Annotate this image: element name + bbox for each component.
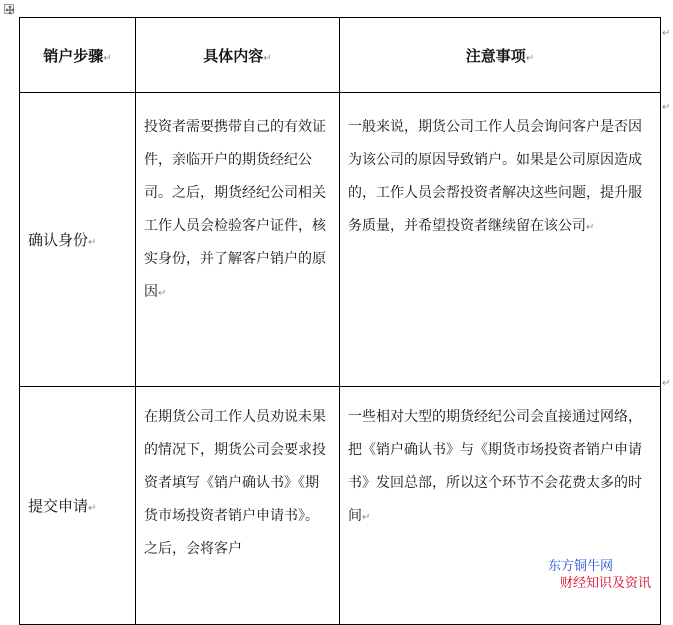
watermark-site-name: 东方铜牛网 <box>548 559 614 574</box>
account-closing-table <box>19 17 661 625</box>
step-cell <box>20 387 136 625</box>
row-end-mark: ↵ <box>662 28 671 39</box>
paragraph-mark: ↵ <box>88 503 97 514</box>
row-end-mark: ↵ <box>662 378 671 389</box>
move-arrows-icon <box>5 5 15 15</box>
note-text: 一些相对大型的期货经纪公司会直接通过网络，把《销户确认书》与《期货市场投资者销户申请书》发回总部，所以这个环节不会花费太多的时间 <box>348 409 642 524</box>
header-step-text: 销户步骤 <box>43 46 104 65</box>
header-note-text: 注意事项 <box>465 46 526 65</box>
content-text: 在期货公司工作人员劝说未果的情况下，期货公司会要求投资者填写《销户确认书》《期货市场投资者销户申请书》。之后，会将客户 <box>144 409 326 557</box>
table-header-row <box>20 18 661 93</box>
step-text: 提交申请 <box>28 497 89 515</box>
step-text: 确认身份 <box>28 231 89 249</box>
content-cell <box>136 387 340 625</box>
paragraph-mark: ↵ <box>158 288 167 299</box>
paragraph-mark: ↵ <box>586 222 595 233</box>
content-text: 投资者需要携带自己的有效证件，亲临开户的期货经纪公司。之后，期货经纪公司相关工作人员会检验客户证件，核实身份，并了解客户销户的原因 <box>144 119 326 300</box>
header-cell-step <box>20 18 136 93</box>
paragraph-mark: ↵ <box>263 52 272 64</box>
row-end-mark: ↵ <box>662 102 671 113</box>
note-text: 一般来说，期货公司工作人员会询问客户是否因为该公司的原因导致销户。如果是公司原因造成的，工作人员会帮投资者解决这些问题，提升服务质量，并希望投资者继续留在该公司 <box>348 119 642 234</box>
content-cell <box>136 93 340 387</box>
paragraph-mark: ↵ <box>362 512 371 523</box>
table-move-handle[interactable] <box>4 4 14 14</box>
step-cell <box>20 93 136 387</box>
paragraph-mark: ↵ <box>88 237 97 248</box>
paragraph-mark: ↵ <box>103 52 112 64</box>
watermark-tagline: 财经知识及资讯 <box>560 576 652 591</box>
header-cell-note <box>340 18 661 93</box>
header-cell-content <box>136 18 340 93</box>
paragraph-mark: ↵ <box>525 52 535 64</box>
note-cell <box>340 93 661 387</box>
table-row <box>20 93 661 387</box>
header-content-text: 具体内容 <box>203 46 264 65</box>
